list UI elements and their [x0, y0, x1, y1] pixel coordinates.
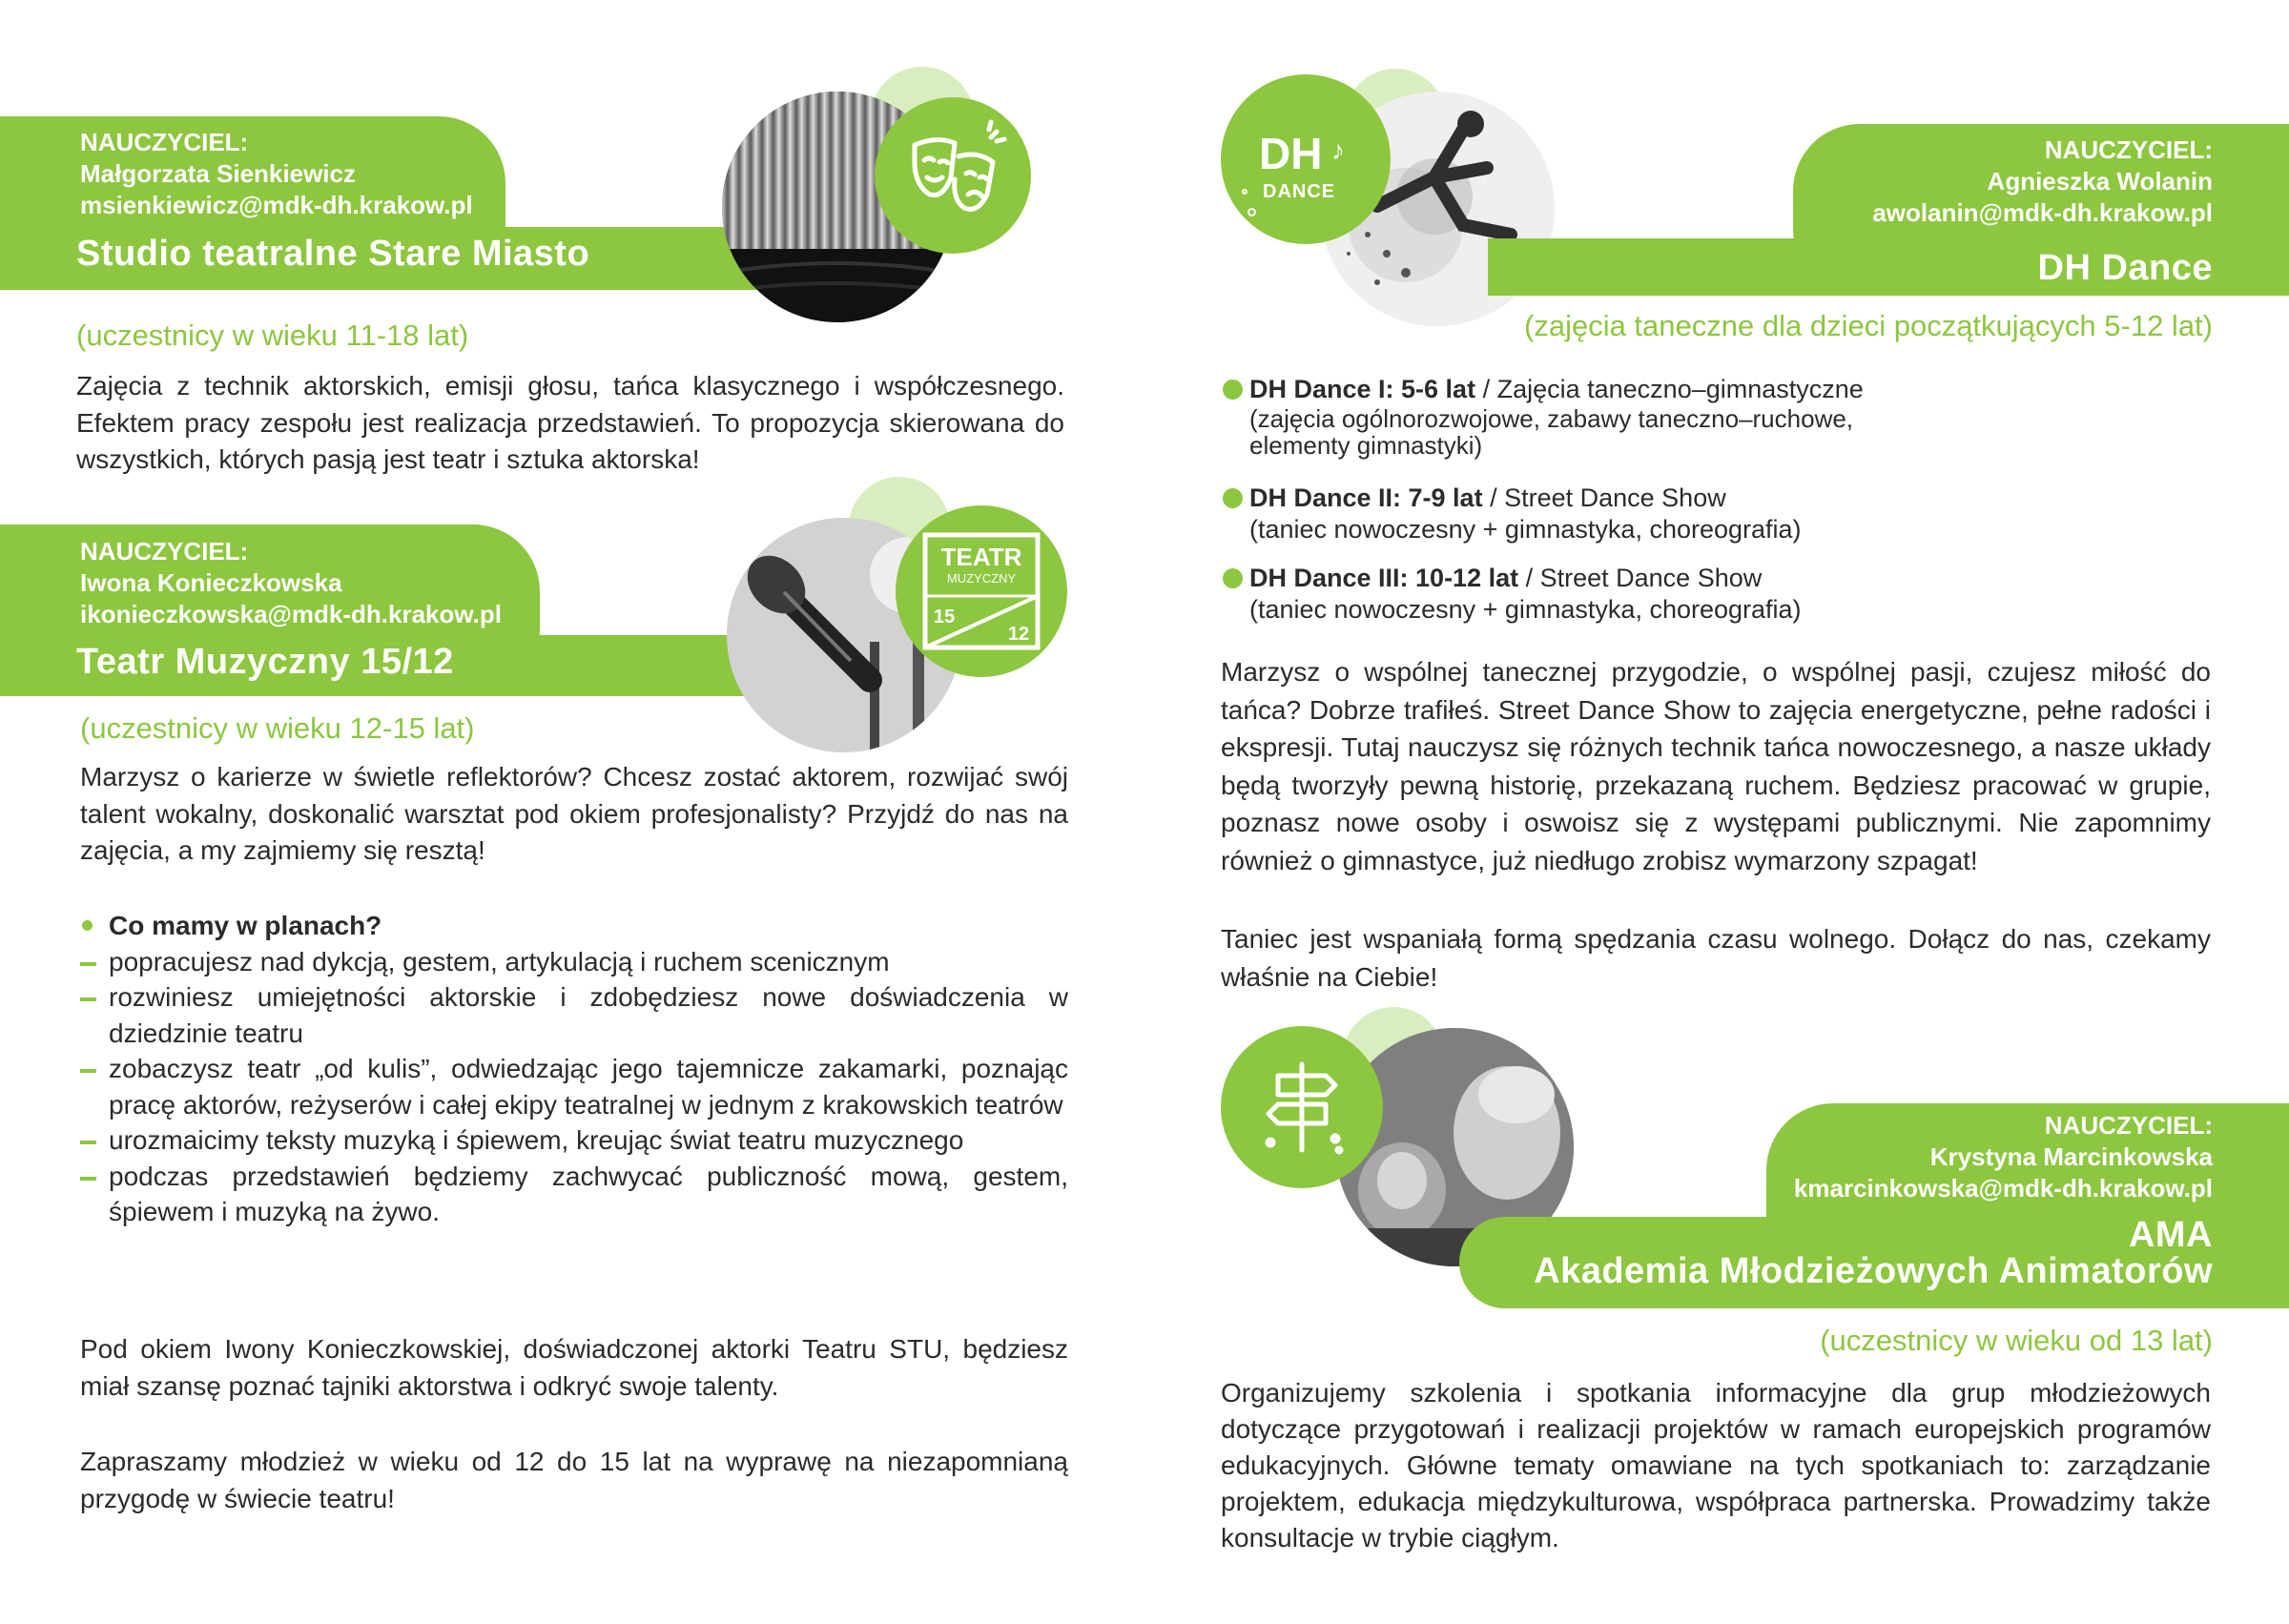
- studio-age: (uczestnicy w wieku 11-18 lat): [76, 319, 469, 352]
- music-note-icon: ♪: [1331, 135, 1345, 165]
- ama-teacher-label: NAUCZYCIEL:: [2044, 1111, 2213, 1140]
- ama-teacher-info: [1794, 1110, 2213, 1204]
- dance-group-2: [1223, 481, 1948, 547]
- dot-icon: [1248, 208, 1256, 216]
- musical-logo-num2: 12: [1007, 624, 1030, 645]
- musical-logo-line1: TEATR: [940, 543, 1022, 571]
- dance-teacher-email[interactable]: awolanin@mdk-dh.krakow.pl: [1872, 198, 2213, 227]
- studio-teacher-name: Małgorzata Sienkiewicz: [80, 159, 356, 188]
- musical-teacher-info: [80, 536, 502, 630]
- dance-age: (zajęcia taneczne dla dzieci początkujących 5-12 lat): [1524, 309, 2213, 342]
- bullet-dot: [1223, 568, 1243, 588]
- dance-group-1: [1223, 372, 1948, 463]
- studio-teacher-info: [80, 127, 473, 221]
- bullet-dot: [1223, 488, 1243, 508]
- musical-plans-heading: Co mamy w planach?: [80, 908, 1068, 944]
- ama-age: (uczestnicy w wieku od 13 lat): [1820, 1324, 2213, 1357]
- teatr-muzyczny-logo: [919, 529, 1043, 653]
- musical-plans: [80, 908, 1068, 1230]
- list-item: podczas przedstawień będziemy zachwycać publiczność mową, gestem, śpiewem i muzyką na żywo.: [80, 1159, 1068, 1230]
- dance-group-detail: (zajęcia ogólnorozwojowe, zabawy taneczno–ruchowe,: [1249, 404, 1854, 433]
- dance-group-name: DH Dance III: 10-12 lat: [1249, 564, 1519, 592]
- ama-title: Akademia Młodzieżowych Animatorów: [1534, 1251, 2213, 1291]
- musical-logo-line2: MUZYCZNY: [946, 571, 1017, 586]
- dance-group-name: DH Dance I: 5-6 lat: [1249, 375, 1476, 403]
- list-item: zobaczysz teatr „od kulis”, odwiedzając jego tajemnicze zakamarki, poznając pracę aktorów, reżyserów i całej ekipy teatralnej w jednym z krakowskich teatrów: [80, 1051, 1068, 1122]
- dance-teacher-label: NAUCZYCIEL:: [2044, 135, 2213, 164]
- dance-logo-big: DH: [1259, 129, 1323, 178]
- ama-title-abbr: AMA: [2128, 1215, 2213, 1255]
- musical-closing-2: Zapraszamy młodzież w wieku od 12 do 15 lat na wyprawę na niezapomnianą przygodę w świecie teatru!: [80, 1447, 1068, 1513]
- musical-logo-num1: 15: [933, 606, 956, 627]
- musical-logo-circle: [896, 505, 1067, 677]
- dot-icon: [1242, 189, 1248, 195]
- dance-teacher-info: [1872, 134, 2213, 229]
- ama-icon-circle: [1221, 1026, 1383, 1188]
- list-item: popracujesz nad dykcją, gestem, artykulacją i ruchem scenicznym: [80, 944, 1068, 980]
- studio-description: Zajęcia z technik aktorskich, emisji głosu, tańca klasycznego i współczesnego. Efektem pracy zespołu jest realizacja przedstawień. To propozycja skierowana do wszystkich, których pasją jest teatr i sztuka aktorska!: [76, 371, 1064, 474]
- dance-logo-circle: [1221, 74, 1391, 244]
- dance-group-name: DH Dance II: 7-9 lat: [1249, 483, 1483, 512]
- musical-title: Teatr Muzyczny 15/12: [76, 642, 454, 682]
- dh-dance-logo: [1221, 74, 1391, 244]
- musical-teacher-email[interactable]: ikonieczkowska@mdk-dh.krakow.pl: [80, 600, 502, 628]
- dance-group-style: / Street Dance Show: [1482, 483, 1726, 512]
- signpost-icon: [1249, 1055, 1354, 1160]
- dance-group-style: / Street Dance Show: [1518, 564, 1763, 592]
- ama-teacher-email[interactable]: kmarcinkowska@mdk-dh.krakow.pl: [1793, 1174, 2213, 1203]
- musical-teacher-label: NAUCZYCIEL:: [80, 537, 249, 565]
- dance-group-3: [1223, 561, 1948, 627]
- dance-description: Marzysz o wspólnej tanecznej przygodzie, o wspólnej pasji, czujesz miłość do tańca? Dobrze trafiłeś. Street Dance Show to zajęcia energetyczne, pełne radości i ekspresji. Tutaj nauczysz się różnych technik tańca nowoczesnego, a nasze układy będą tworzyły pewną historię, przekazaną ruchem. Będziesz pracować w grupie, poznasz nowe osoby i oswoisz się z występami publicznymi. Nie zapomnimy również o gimnastyce, już niedługo zrobisz wymarzony szpagat!: [1221, 657, 2211, 875]
- list-item: urozmaicimy teksty muzyką i śpiewem, kreując świat teatru muzycznego: [80, 1122, 1068, 1159]
- dance-logo-small: DANCE: [1263, 181, 1336, 202]
- dance-closing: Taniec jest wspaniałą formą spędzania czasu wolnego. Dołącz do nas, czekamy właśnie na Ciebie!: [1221, 924, 2211, 992]
- musical-closing-1: Pod okiem Iwony Konieczkowskiej, doświadczonej aktorki Teatru STU, będziesz miał szansę poznać tajniki aktorstwa i odkryć swoje talenty.: [80, 1334, 1068, 1401]
- dance-group-detail: (taniec nowoczesny + gimnastyka, choreografia): [1249, 515, 1802, 544]
- studio-teacher-label: NAUCZYCIEL:: [80, 128, 249, 156]
- musical-age: (uczestnicy w wieku 12-15 lat): [80, 711, 475, 745]
- studio-icon-circle: [875, 97, 1031, 254]
- dance-group-detail: (taniec nowoczesny + gimnastyka, choreografia): [1249, 595, 1802, 624]
- studio-title: Studio teatralne Stare Miasto: [76, 234, 590, 274]
- musical-teacher-name: Iwona Konieczkowska: [80, 568, 342, 597]
- dance-title: DH Dance: [2037, 248, 2213, 288]
- dance-group-detail-2: elementy gimnastyki): [1249, 431, 1483, 460]
- ama-description: Organizujemy szkolenia i spotkania informacyjne dla grup młodzieżowych dotyczące przygotowań i realizacji projektów w ramach europejskich programów edukacyjnych. Główne tematy omawiane na tych spotkaniach to: zarządzanie projektem, edukacja międzykulturowa, współpraca partnerska. Prowadzimy także konsultacje w trybie ciągłym.: [1221, 1378, 2211, 1552]
- list-item: rozwiniesz umiejętności aktorskie i zdobędziesz nowe doświadczenia w dziedzinie teatru: [80, 979, 1068, 1051]
- studio-teacher-email[interactable]: msienkiewicz@mdk-dh.krakow.pl: [80, 191, 473, 219]
- musical-description: Marzysz o karierze w świetle reflektorów? Chcesz zostać aktorem, rozwijać swój talent wokalny, doskonalić warsztat pod okiem profesjonalisty? Przyjdź do nas na zajęcia, a my zajmiemy się resztą!: [80, 762, 1068, 865]
- dance-group-style: / Zajęcia taneczno–gimnastyczne: [1475, 375, 1864, 403]
- bullet-dot: [1223, 380, 1243, 400]
- theatre-masks-icon: [896, 118, 1010, 233]
- ama-teacher-name: Krystyna Marcinkowska: [1929, 1142, 2213, 1171]
- dance-teacher-name: Agnieszka Wolanin: [1987, 167, 2213, 195]
